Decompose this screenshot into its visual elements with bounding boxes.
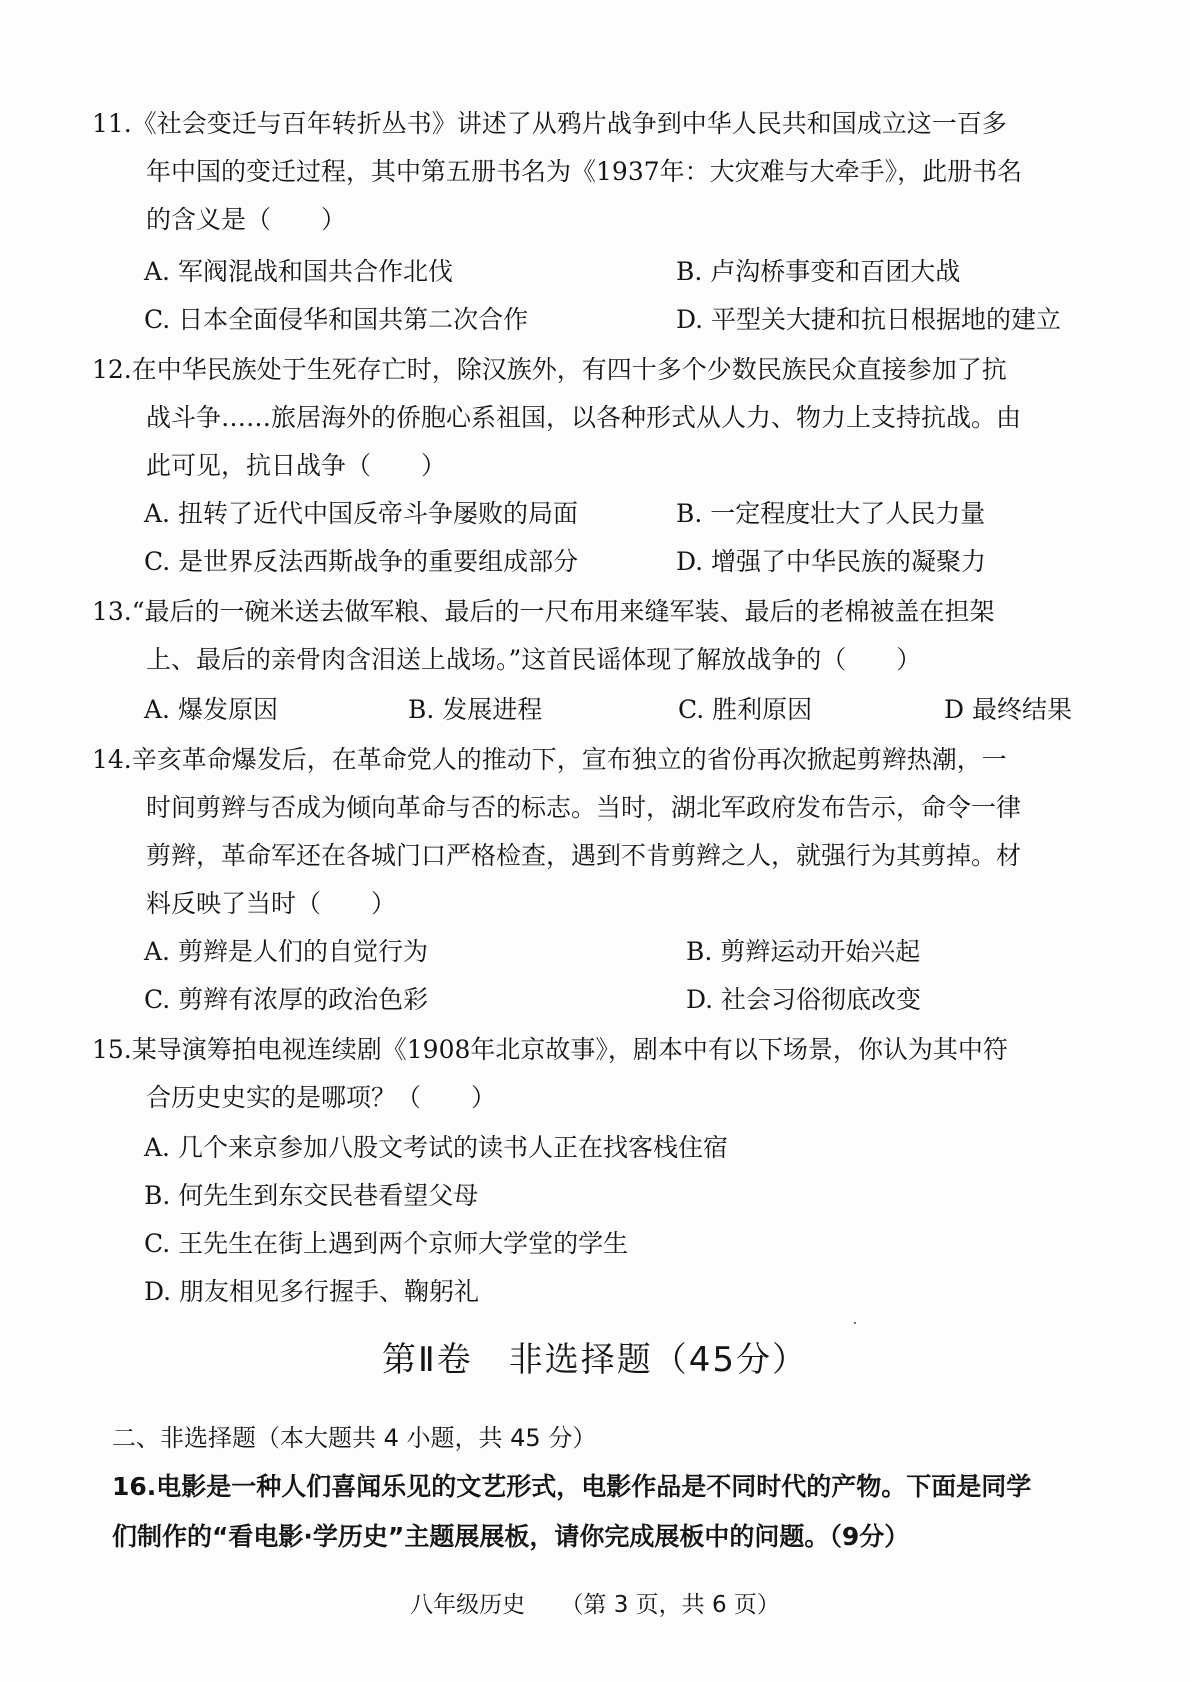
question-13-option-a: A. 爆发原因 (144, 695, 278, 724)
question-14-line-1: 14.辛亥革命爆发后，在革命党人的推动下，宣布独立的省份再次掀起剪辫热潮，一 (92, 745, 1007, 774)
question-14-option-d: D. 社会习俗彻底改变 (686, 985, 922, 1014)
footer-page-number: （第 3 页，共 6 页） (560, 1592, 780, 1618)
question-15-line-2: 合历史史实的是哪项？（ ） (146, 1083, 497, 1112)
question-13-line-2: 上、最后的亲骨肉含泪送上战场。”这首民谣体现了解放战争的（ ） (146, 645, 922, 674)
question-11-option-b: B. 卢沟桥事变和百团大战 (676, 257, 961, 286)
question-13-option-b: B. 发展进程 (408, 695, 543, 724)
question-13-line-1: 13.“最后的一碗米送去做军粮、最后的一尺布用来缝军装、最后的老棉被盖在担架 (92, 597, 995, 626)
question-14-option-b: B. 剪辫运动开始兴起 (686, 937, 921, 966)
question-15-option-b: B. 何先生到东交民巷看望父母 (144, 1181, 479, 1210)
question-16 (112, 1462, 1112, 1562)
question-13-option-c: C. 胜利原因 (678, 695, 813, 724)
footer-subject: 八年级历史 (410, 1592, 526, 1618)
question-13-stem (92, 588, 1112, 684)
question-15-stem (92, 1026, 1112, 1122)
question-16-line-2: 们制作的“看电影·学历史”主题展展板，请你完成展板中的问题。（9分） (112, 1522, 910, 1551)
question-15-option-d: D. 朋友相见多行握手、鞠躬礼 (144, 1277, 480, 1306)
question-11-line-1: 11.《社会变迁与百年转折丛书》讲述了从鸦片战争到中华人民共和国成立这一百多 (92, 109, 1007, 138)
question-12-option-d: D. 增强了中华民族的凝聚力 (676, 547, 987, 576)
question-11-line-2: 年中国的变迁过程，其中第五册书名为《1937年：大灾难与大牵手》，此册书名 (146, 157, 1023, 186)
question-11-stem (92, 100, 1112, 244)
question-12-line-1: 12.在中华民族处于生死存亡时，除汉族外，有四十多个少数民族民众直接参加了抗 (92, 355, 1007, 384)
question-12-option-b: B. 一定程度壮大了人民力量 (676, 499, 986, 528)
question-14-line-4: 料反映了当时（ ） (146, 889, 397, 918)
question-12-option-a: A. 扭转了近代中国反帝斗争屡败的局面 (144, 499, 578, 528)
question-14-stem (92, 736, 1112, 928)
question-11-option-d: D. 平型关大捷和抗日根据地的建立 (676, 305, 1062, 334)
part-heading: 二、非选择题（本大题共 4 小题，共 45 分） (112, 1424, 597, 1452)
question-13-option-d: D 最终结果 (944, 695, 1072, 724)
question-14-line-2: 时间剪辫与否成为倾向革命与否的标志。当时，湖北军政府发布告示，命令一律 (146, 793, 1022, 822)
question-14-line-3: 剪辫，革命军还在各城门口严格检查，遇到不肯剪辫之人，就强行为其剪掉。材 (146, 841, 1022, 870)
question-11-option-c: C. 日本全面侵华和国共第二次合作 (144, 305, 529, 334)
question-12-option-c: C. 是世界反法西斯战争的重要组成部分 (144, 547, 579, 576)
page-footer (0, 1586, 1190, 1619)
question-14-option-a: A. 剪辫是人们的自觉行为 (144, 937, 428, 966)
question-12-line-3: 此可见，抗日战争（ ） (146, 451, 447, 480)
question-15-option-a: A. 几个来京参加八股文考试的读书人正在找客栈住宿 (144, 1133, 728, 1162)
question-11-line-3: 的含义是（ ） (146, 205, 347, 234)
section-title: 第Ⅱ卷 非选择题（45分） (382, 1340, 808, 1380)
question-11-option-a: A. 军阀混战和国共合作北伐 (144, 257, 453, 286)
question-12-stem (92, 346, 1112, 490)
question-15-option-c: C. 王先生在街上遇到两个京师大学堂的学生 (144, 1229, 629, 1258)
question-14-option-c: C. 剪辫有浓厚的政治色彩 (144, 985, 429, 1014)
question-12-line-2: 战斗争……旅居海外的侨胞心系祖国，以各种形式从人力、物力上支持抗战。由 (146, 403, 1022, 432)
question-15-line-1: 15.某导演筹拍电视连续剧《1908年北京故事》，剧本中有以下场景，你认为其中符 (92, 1035, 1008, 1064)
question-16-line-1: 16.电影是一种人们喜闻乐见的文艺形式，电影作品是不同时代的产物。下面是同学 (112, 1472, 1032, 1501)
speck (854, 1322, 856, 1324)
